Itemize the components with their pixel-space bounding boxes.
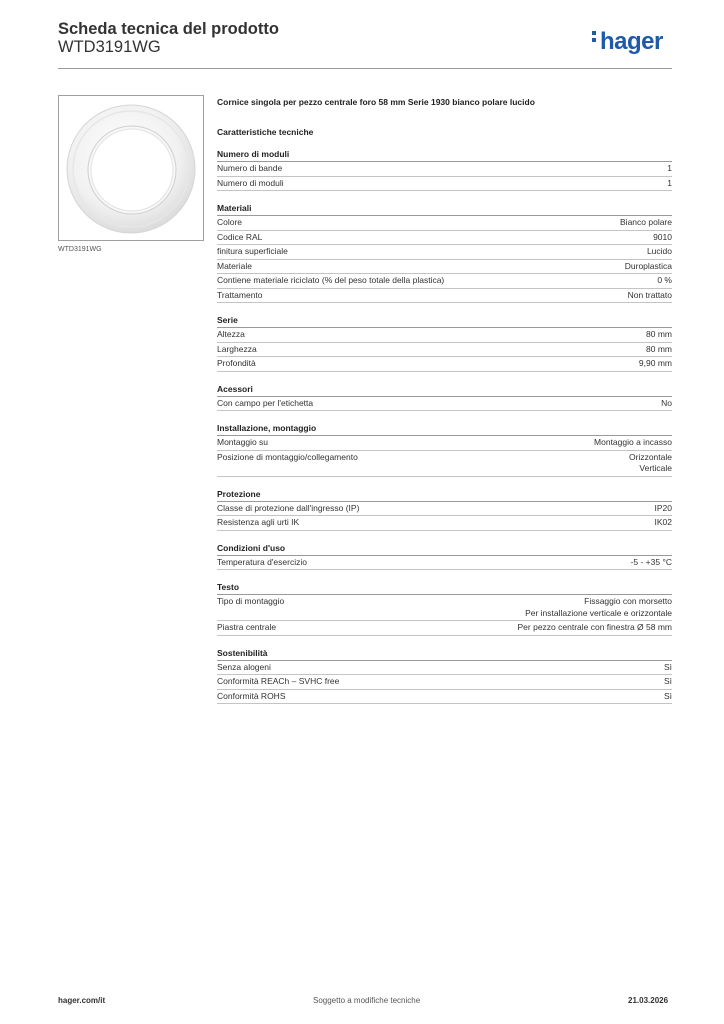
spec-value-line: 9,90 mm bbox=[638, 358, 672, 368]
spec-value bbox=[525, 596, 672, 619]
spec-value-line: 9010 bbox=[653, 231, 672, 242]
spec-row bbox=[217, 216, 672, 231]
spec-label: Senza alogeni bbox=[217, 661, 271, 672]
spec-value bbox=[594, 437, 672, 449]
spec-value-line: Duroplastica bbox=[624, 260, 672, 271]
frame-ring-icon bbox=[59, 96, 205, 242]
spec-value bbox=[661, 398, 672, 410]
spec-value bbox=[667, 178, 672, 190]
spec-label: Con campo per l'etichetta bbox=[217, 397, 314, 408]
image-caption: WTD3191WG bbox=[58, 246, 102, 253]
spec-value bbox=[647, 246, 672, 258]
spec-label: Numero di moduli bbox=[217, 177, 284, 188]
spec-row bbox=[217, 274, 672, 289]
section-title: Condizioni d'uso bbox=[217, 541, 672, 556]
spec-label: Codice RAL bbox=[217, 231, 263, 242]
spec-row bbox=[217, 661, 672, 676]
spec-row bbox=[217, 328, 672, 343]
spec-value-line: Sì bbox=[663, 690, 672, 701]
spec-value bbox=[657, 275, 672, 287]
section-title: Testo bbox=[217, 580, 672, 595]
spec-value-line: Orizzontale bbox=[629, 451, 672, 462]
spec-row bbox=[217, 231, 672, 246]
spec-value bbox=[667, 163, 672, 175]
spec-label: Resistenza agli urti IK bbox=[217, 517, 300, 527]
product-image bbox=[58, 95, 204, 241]
logo-dots-icon bbox=[592, 28, 597, 45]
section-title: Installazione, montaggio bbox=[217, 421, 672, 436]
spec-label: Temperatura d'esercizio bbox=[217, 556, 307, 567]
spec-row bbox=[217, 556, 672, 571]
spec-label: Profondità bbox=[217, 358, 256, 368]
section-title: Protezione bbox=[217, 487, 672, 502]
spec-value bbox=[620, 217, 672, 229]
hager-logo bbox=[592, 28, 663, 56]
spec-label: Conformità ROHS bbox=[217, 690, 286, 701]
spec-value-line: Sì bbox=[663, 676, 672, 686]
page-title: Scheda tecnica del prodotto bbox=[58, 20, 279, 38]
spec-value-line: Per installazione verticale e orizzontale bbox=[525, 607, 672, 618]
spec-row bbox=[217, 621, 672, 636]
spec-label: Colore bbox=[217, 217, 243, 227]
spec-section bbox=[217, 646, 672, 705]
section-title: Materiali bbox=[217, 201, 672, 216]
spec-value bbox=[639, 358, 672, 370]
spec-value bbox=[655, 517, 673, 529]
spec-content bbox=[217, 95, 672, 704]
spec-label: Posizione di montaggio/collegamento bbox=[217, 451, 358, 462]
spec-row bbox=[217, 675, 672, 690]
spec-section bbox=[217, 541, 672, 571]
spec-label: Materiale bbox=[217, 260, 252, 271]
spec-row bbox=[217, 245, 672, 260]
section-title: Serie bbox=[217, 313, 672, 328]
footer-note: Soggetto a modifiche tecniche bbox=[313, 996, 421, 1005]
section-title: Sostenibilità bbox=[217, 646, 672, 661]
spec-section bbox=[217, 421, 672, 477]
spec-label: Trattamento bbox=[217, 289, 263, 300]
spec-section bbox=[217, 201, 672, 303]
spec-label: Montaggio su bbox=[217, 437, 269, 447]
product-description: Cornice singola per pezzo centrale foro 58 mm Serie 1930 bianco polare lucido bbox=[217, 97, 535, 107]
section-title: Numero di moduli bbox=[217, 147, 672, 162]
spec-value-line: No bbox=[661, 397, 672, 408]
spec-label: Numero di bande bbox=[217, 163, 283, 173]
spec-value bbox=[625, 261, 672, 273]
spec-value bbox=[629, 452, 672, 475]
spec-row bbox=[217, 343, 672, 358]
spec-value-line: IP20 bbox=[654, 502, 672, 513]
spec-value-line: 80 mm bbox=[646, 343, 672, 354]
spec-value-line: 1 bbox=[667, 163, 672, 173]
spec-section bbox=[217, 147, 672, 191]
spec-label: Conformità REACh – SVHC free bbox=[217, 676, 340, 686]
spec-value-line: Verticale bbox=[639, 463, 672, 473]
spec-value-line: Fissaggio con morsetto bbox=[584, 596, 672, 606]
spec-section bbox=[217, 487, 672, 531]
spec-label: Contiene materiale riciclato (% del peso totale della plastica) bbox=[217, 275, 445, 285]
spec-value-line: 1 bbox=[667, 177, 672, 188]
spec-value-line: Sì bbox=[663, 661, 672, 672]
spec-label: Piastra centrale bbox=[217, 622, 277, 632]
spec-label: Tipo di montaggio bbox=[217, 596, 285, 606]
spec-value bbox=[646, 344, 672, 356]
spec-section bbox=[217, 382, 672, 412]
spec-value-line: 0 % bbox=[657, 275, 672, 285]
spec-label: Altezza bbox=[217, 329, 245, 339]
logo-text: hager bbox=[600, 28, 663, 55]
spec-value-line: Per pezzo centrale con finestra Ø 58 mm bbox=[517, 622, 672, 632]
spec-value-line: Montaggio a incasso bbox=[594, 437, 672, 447]
spec-row bbox=[217, 357, 672, 372]
spec-row bbox=[217, 690, 672, 705]
spec-value bbox=[655, 503, 673, 515]
spec-value bbox=[664, 662, 672, 674]
spec-value-line: Lucido bbox=[646, 246, 672, 256]
spec-value bbox=[628, 290, 672, 302]
footer-website: hager.com/it bbox=[58, 996, 106, 1005]
spec-row bbox=[217, 502, 672, 517]
spec-value bbox=[664, 691, 672, 703]
spec-row bbox=[217, 289, 672, 304]
section-title: Acessori bbox=[217, 382, 672, 397]
spec-label: finitura superficiale bbox=[217, 246, 288, 256]
spec-value-line: -5 - +35 °C bbox=[630, 556, 672, 567]
spec-row bbox=[217, 451, 672, 477]
spec-row bbox=[217, 260, 672, 275]
spec-row bbox=[217, 177, 672, 192]
spec-row bbox=[217, 436, 672, 451]
spec-value-line: Bianco polare bbox=[620, 217, 672, 227]
spec-value bbox=[646, 329, 672, 341]
footer-date: 21.03.2026 bbox=[628, 996, 669, 1005]
spec-row bbox=[217, 595, 672, 621]
header-divider bbox=[58, 68, 672, 69]
spec-value bbox=[653, 232, 672, 244]
spec-section bbox=[217, 313, 672, 372]
spec-value bbox=[631, 557, 672, 569]
spec-section bbox=[217, 580, 672, 636]
product-code: WTD3191WG bbox=[58, 38, 161, 56]
spec-row bbox=[217, 397, 672, 412]
spec-row bbox=[217, 162, 672, 177]
spec-value-line: IK02 bbox=[654, 517, 672, 527]
spec-value bbox=[518, 622, 673, 634]
spec-value-line: 80 mm bbox=[646, 329, 672, 339]
spec-row bbox=[217, 516, 672, 531]
spec-value-line: Non trattato bbox=[627, 289, 672, 300]
technical-characteristics-heading: Caratteristiche tecniche bbox=[217, 127, 314, 137]
spec-sections bbox=[217, 147, 672, 704]
spec-label: Classe di protezione dall'ingresso (IP) bbox=[217, 502, 360, 513]
spec-label: Larghezza bbox=[217, 343, 257, 354]
spec-value bbox=[664, 676, 672, 688]
